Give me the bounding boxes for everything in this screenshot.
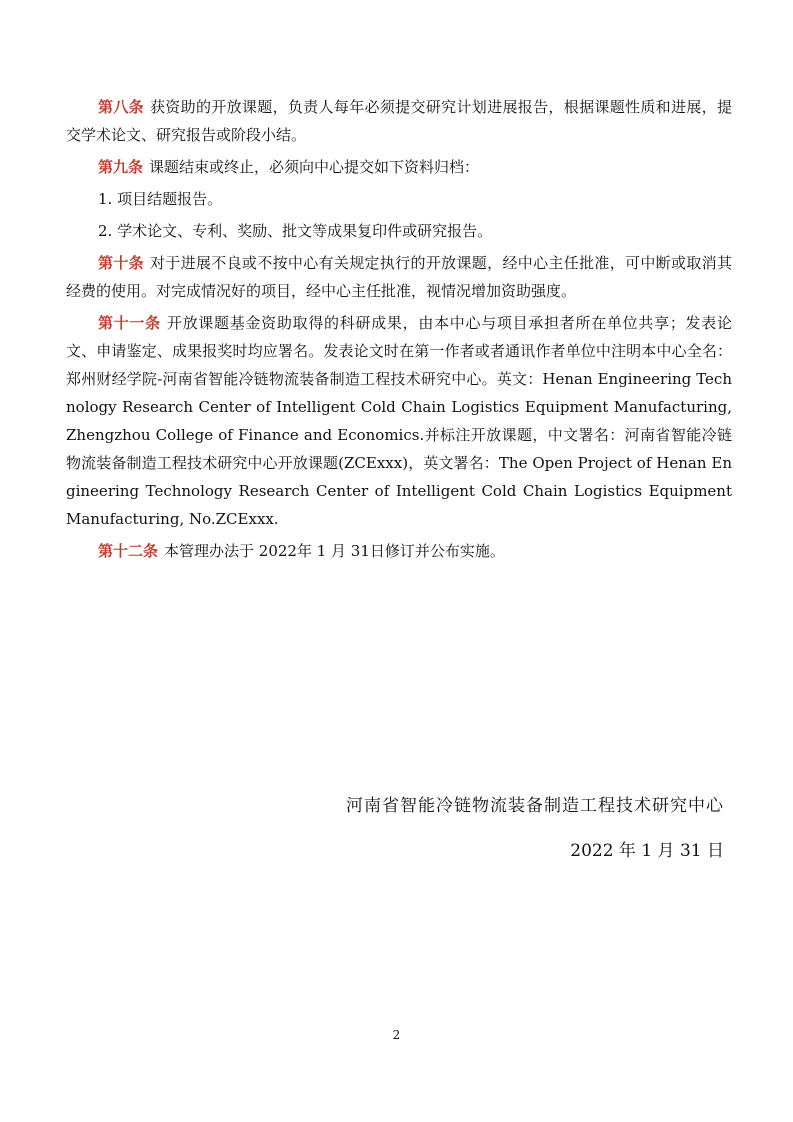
- article-number: 第八条: [98, 98, 144, 116]
- article-12: [66, 537, 732, 565]
- article-10: [66, 249, 732, 305]
- article-9: [66, 153, 732, 181]
- article-text: 获资助的开放课题，负责人每年必须提交研究计划进展报告，根据课题性质和进展，提交学术论文、研究报告或阶段小结。: [66, 98, 732, 144]
- article-number: 第十条: [98, 254, 144, 272]
- list-item: [66, 217, 732, 245]
- article-text: 本管理办法于 2022年 1 月 31日修订并公布实施。: [164, 542, 505, 560]
- article-text: 课题结束或终止，必须向中心提交如下资料归档：: [149, 158, 480, 176]
- signature-organization: 河南省智能冷链物流装备制造工程技术研究中心: [346, 796, 724, 816]
- list-item: [66, 185, 732, 213]
- article-number: 第九条: [98, 158, 144, 176]
- article-text: 开放课题基金资助取得的科研成果，由本中心与项目承担者所在单位共享；发表论文、申请鉴定、成果报奖时均应署名。发表论文时在第一作者或者通讯作者单位中注明本中心全名：郑州财经学院-河南省智能冷链物流装备制造工程技术研究中心。英文：Henan Engineering Technology Research Center of Intelligent Cold Chain Logistics Equipment Manufacturing, Zhengzhou College of Finance and Economics.并标注开放课题，中文署名：河南省智能冷链物流装备制造工程技术研究中心开放课题(ZCExxx)，英文署名：The Open Project of Henan Engineering Technology Research Center of Intelligent Cold Chain Logistics Equipment Manufacturing, No.ZCExxx.: [66, 314, 732, 528]
- article-11: [66, 309, 732, 533]
- signature-date: 2022 年 1 月 31 日: [570, 841, 724, 861]
- article-text: 对于进展不良或不按中心有关规定执行的开放课题，经中心主任批准，可中断或取消其经费的使用。对完成情况好的项目，经中心主任批准，视情况增加资助强度。: [66, 254, 732, 300]
- document-body: [66, 93, 732, 569]
- list-item-text: 2. 学术论文、专利、奖励、批文等成果复印件或研究报告。: [98, 222, 493, 240]
- article-number: 第十二条: [98, 542, 159, 560]
- article-8: [66, 93, 732, 149]
- article-number: 第十一条: [98, 314, 161, 332]
- list-item-text: 1. 项目结题报告。: [98, 190, 223, 208]
- page-number: 2: [392, 1028, 401, 1042]
